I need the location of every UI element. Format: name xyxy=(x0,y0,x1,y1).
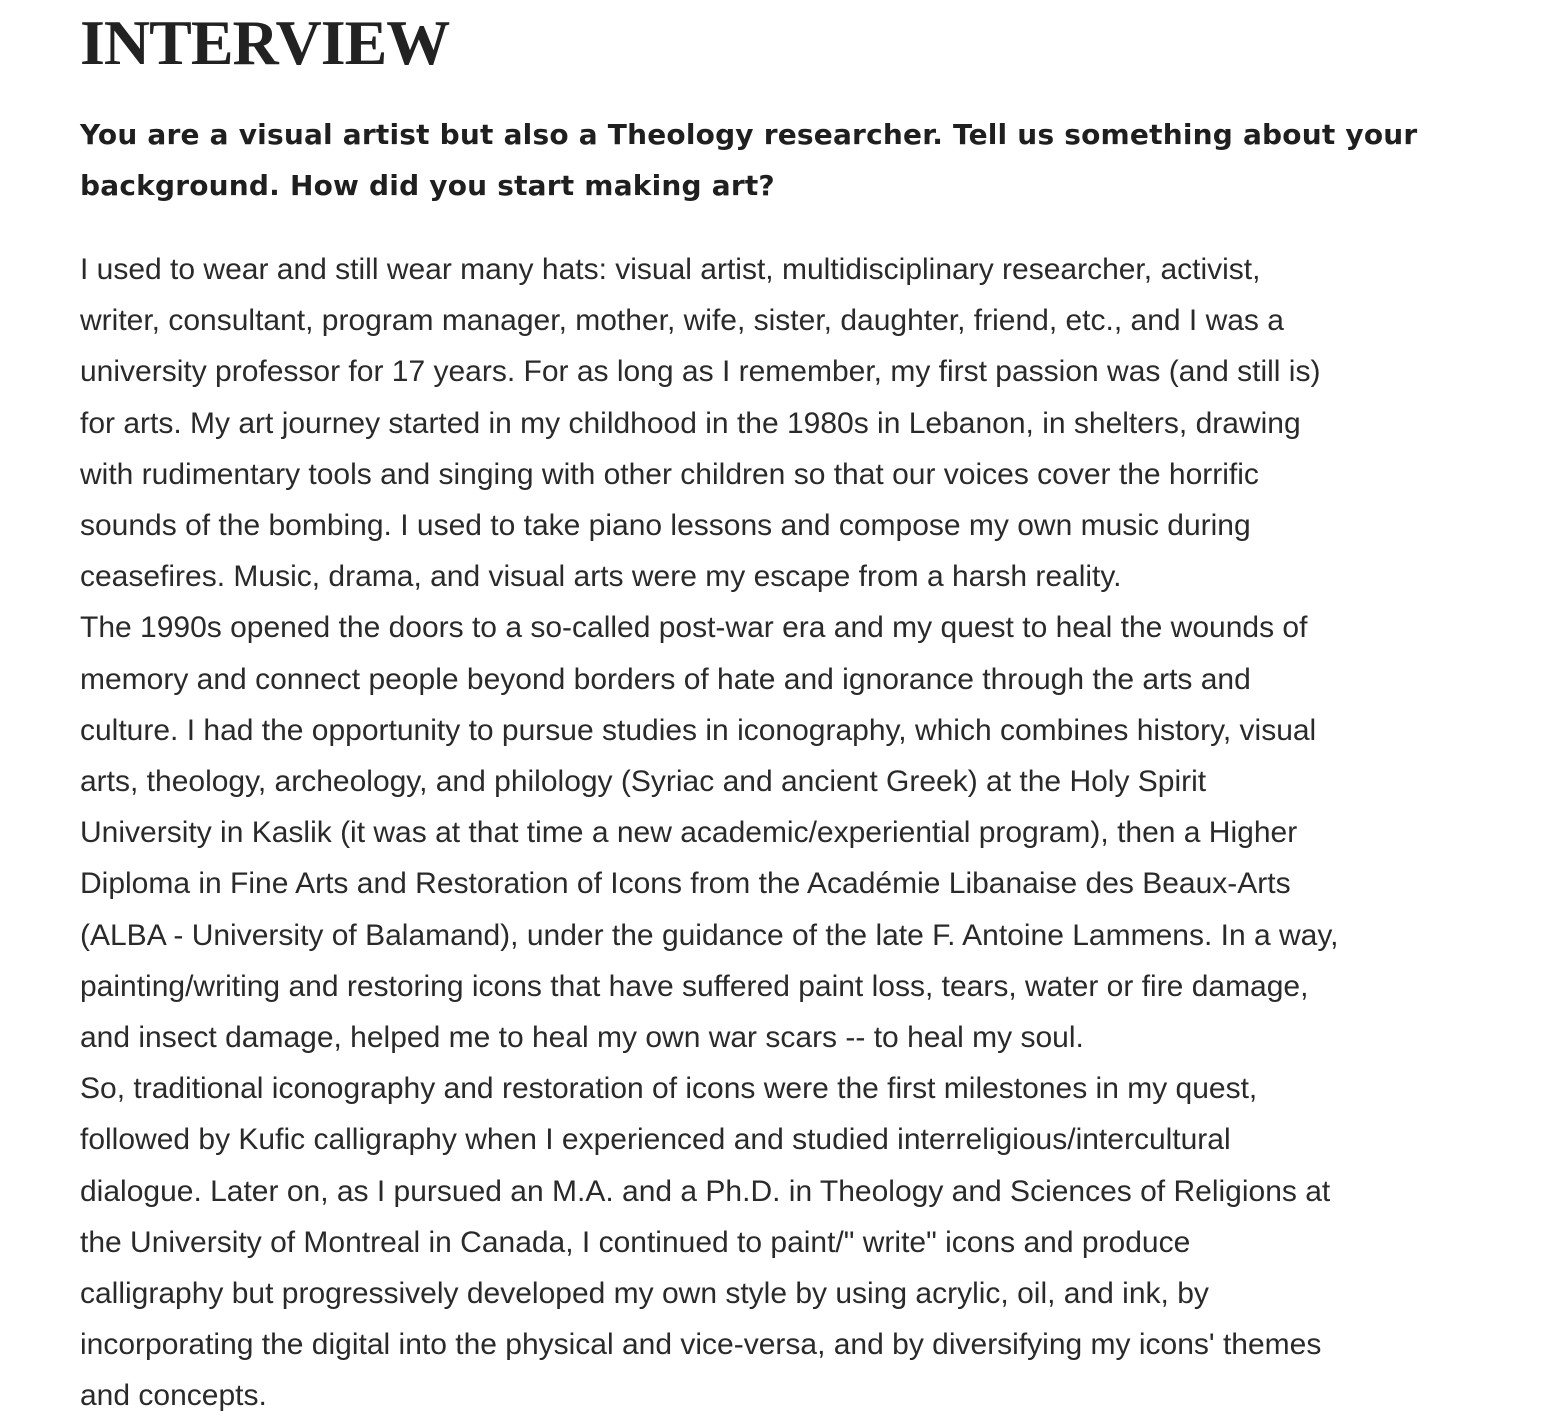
interview-answer xyxy=(80,244,1500,1422)
answer-line: and concepts. xyxy=(80,1379,267,1413)
answer-line: memory and connect people beyond borders of hate and ignorance through the arts and xyxy=(80,662,1251,696)
article xyxy=(80,0,1500,1422)
question-line: background. How did you start making art? xyxy=(80,169,775,202)
question-line: You are a visual artist but also a Theology researcher. Tell us something about your xyxy=(80,118,1418,151)
answer-line: (ALBA - University of Balamand), under the guidance of the late F. Antoine Lammens. In a way, xyxy=(80,918,1339,952)
answer-line: the University of Montreal in Canada, I continued to paint/" write" icons and produce xyxy=(80,1225,1191,1259)
answer-line: dialogue. Later on, as I pursued an M.A. and a Ph.D. in Theology and Sciences of Religions at xyxy=(80,1174,1331,1208)
answer-line: incorporating the digital into the physical and vice-versa, and by diversifying my icons' themes xyxy=(80,1328,1322,1362)
answer-line: So, traditional iconography and restoration of icons were the first milestones in my quest, xyxy=(80,1072,1258,1106)
answer-line: culture. I had the opportunity to pursue studies in iconography, which combines history, visual xyxy=(80,713,1317,747)
answer-line: university professor for 17 years. For as long as I remember, my first passion was (and still is) xyxy=(80,355,1321,389)
interview-question xyxy=(80,109,1500,211)
answer-line: with rudimentary tools and singing with other children so that our voices cover the horrific xyxy=(80,457,1259,491)
answer-line: The 1990s opened the doors to a so-called post-war era and my quest to heal the wounds of xyxy=(80,611,1308,645)
answer-line: painting/writing and restoring icons that have suffered paint loss, tears, water or fire damage, xyxy=(80,969,1309,1003)
answer-line: for arts. My art journey started in my childhood in the 1980s in Lebanon, in shelters, drawing xyxy=(80,406,1301,440)
answer-line: calligraphy but progressively developed my own style by using acrylic, oil, and ink, by xyxy=(80,1277,1209,1311)
answer-line: sounds of the bombing. I used to take piano lessons and compose my own music during xyxy=(80,509,1251,543)
answer-line: Diploma in Fine Arts and Restoration of Icons from the Académie Libanaise des Beaux-Arts xyxy=(80,867,1291,901)
answer-line: writer, consultant, program manager, mother, wife, sister, daughter, friend, etc., and I was a xyxy=(80,304,1284,338)
answer-line: ceasefires. Music, drama, and visual arts were my escape from a harsh reality. xyxy=(80,560,1122,594)
answer-line: followed by Kufic calligraphy when I experienced and studied interreligious/intercultural xyxy=(80,1123,1231,1157)
page-title: INTERVIEW xyxy=(80,7,450,78)
answer-line: I used to wear and still wear many hats: visual artist, multidisciplinary researcher, activist, xyxy=(80,253,1261,286)
answer-line: University in Kaslik (it was at that time a new academic/experiential program), then a Higher xyxy=(80,816,1298,850)
answer-line: and insect damage, helped me to heal my own war scars -- to heal my soul. xyxy=(80,1021,1084,1055)
answer-line: arts, theology, archeology, and philology (Syriac and ancient Greek) at the Holy Spirit xyxy=(80,765,1207,799)
